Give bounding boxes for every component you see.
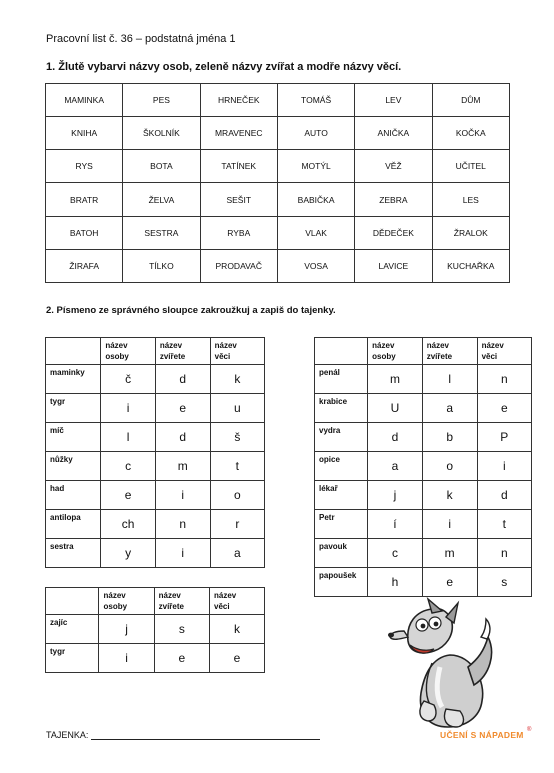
word-label: opice [315,452,368,481]
letter-option[interactable]: d [368,423,423,452]
letter-option[interactable]: m [368,365,423,394]
letter-option[interactable]: e [154,644,209,673]
column-header-veci [210,338,264,365]
word-grid-row [46,216,510,249]
letter-option[interactable]: a [368,452,423,481]
letter-option[interactable]: e [101,481,156,510]
word-cell[interactable]: RYBA [200,216,277,249]
column-header-line: název [159,341,183,350]
column-header-line: zvířete [159,352,186,361]
word-label: zajíc [46,615,99,644]
column-header-line: osoby [372,352,396,361]
letter-option[interactable]: m [155,452,210,481]
uceni-s-napadem-logo: UČENÍ S NÁPADEM [440,730,524,740]
word-label: lékař [315,481,368,510]
word-cell[interactable]: ZEBRA [355,183,432,216]
word-cell[interactable]: BRATR [46,183,123,216]
letter-option[interactable]: l [101,423,156,452]
table-row [46,481,265,510]
table-row [315,423,532,452]
word-label: penál [315,365,368,394]
letter-option[interactable]: í [368,510,423,539]
column-header-line: název [214,591,237,600]
word-cell[interactable]: HRNEČEK [200,84,277,117]
letter-table-right [314,337,532,597]
table-row [46,423,265,452]
header-row [46,588,265,615]
letter-option[interactable]: i [99,644,154,673]
column-header-line: věci [481,352,498,361]
header-row [46,338,265,365]
word-label: vydra [315,423,368,452]
letter-option[interactable]: i [155,481,210,510]
letter-option[interactable]: s [154,615,209,644]
table-row [46,394,265,423]
word-cell[interactable]: MAMINKA [46,84,123,117]
word-cell[interactable]: BABIČKA [277,183,354,216]
column-header-osoby [101,338,156,365]
word-cell[interactable]: VLAK [277,216,354,249]
letter-option[interactable]: e [422,568,477,597]
table-row [315,365,532,394]
word-cell[interactable]: DĚDEČEK [355,216,432,249]
word-cell[interactable]: SEŠIT [200,183,277,216]
word-cell[interactable]: MRAVENEC [200,117,277,150]
word-label: had [46,481,101,510]
word-label: Petr [315,510,368,539]
letter-option[interactable]: n [477,365,531,394]
word-grid-row [46,84,510,117]
page-title: Pracovní list č. 36 – podstatná jména 1 [46,33,236,45]
word-cell[interactable]: ŽELVA [123,183,200,216]
letter-option[interactable]: b [422,423,477,452]
word-cell[interactable]: BOTA [123,150,200,183]
letter-table-left-bottom [45,587,265,673]
column-header-osoby [99,588,154,615]
header-row [315,338,532,365]
letter-option[interactable]: a [422,394,477,423]
word-cell[interactable]: PRODAVAČ [200,249,277,282]
table-row [46,615,265,644]
letter-option[interactable]: d [155,365,210,394]
column-header-line: věci [214,352,231,361]
word-label: míč [46,423,101,452]
word-cell[interactable]: VĚŽ [355,150,432,183]
letter-option[interactable]: i [155,539,210,568]
word-grid [45,83,510,283]
table-row [315,568,532,597]
letter-option[interactable]: a [210,539,264,568]
word-cell[interactable]: ANIČKA [355,117,432,150]
letter-table-left-top [45,337,265,568]
column-header-line: osoby [105,352,129,361]
letter-option[interactable]: i [422,510,477,539]
letter-option[interactable]: r [210,510,264,539]
column-header-line: název [103,591,126,600]
word-grid-row [46,183,510,216]
letter-option[interactable]: y [101,539,156,568]
column-header-zvirete [154,588,209,615]
letter-option[interactable]: o [210,481,264,510]
word-cell[interactable]: LES [432,183,509,216]
word-cell[interactable]: LAVICE [355,249,432,282]
letter-option[interactable]: š [210,423,264,452]
column-header-line: název [105,341,128,350]
word-label: tygr [46,394,101,423]
task-1-instruction: 1. Žlutě vybarvi názvy osob, zeleně názvy zvířat a modře názvy věcí. [46,61,402,73]
letter-option[interactable]: i [101,394,156,423]
letter-option[interactable]: e [477,394,531,423]
letter-option[interactable]: m [422,539,477,568]
word-label: nůžky [46,452,101,481]
word-grid-row [46,249,510,282]
column-header-line: osoby [103,602,128,611]
letter-option[interactable]: t [477,510,531,539]
column-header-veci [477,338,531,365]
registered-mark: ® [527,727,532,733]
letter-option[interactable]: U [368,394,423,423]
letter-option[interactable]: t [210,452,264,481]
word-cell[interactable]: KUCHAŘKA [432,249,509,282]
table-row [315,510,532,539]
letter-option[interactable]: s [477,568,531,597]
letter-option[interactable]: k [210,615,265,644]
table-row [315,539,532,568]
word-cell[interactable]: VOSA [277,249,354,282]
word-grid-row [46,117,510,150]
letter-option[interactable]: u [210,394,264,423]
word-label: antilopa [46,510,101,539]
word-cell[interactable]: BATOH [46,216,123,249]
word-cell[interactable]: UČITEL [432,150,509,183]
table-row [46,365,265,394]
letter-option[interactable]: j [99,615,154,644]
word-cell[interactable]: TÍLKO [123,249,200,282]
word-cell[interactable]: ŠKOLNÍK [123,117,200,150]
letter-option[interactable]: n [155,510,210,539]
table-row [315,481,532,510]
word-cell[interactable]: LEV [355,84,432,117]
letter-option[interactable]: P [477,423,531,452]
word-cell[interactable]: ŽIRAFA [46,249,123,282]
header-blank-cell [46,588,99,615]
word-cell[interactable]: KOČKA [432,117,509,150]
word-cell[interactable]: RYS [46,150,123,183]
word-cell[interactable]: TOMÁŠ [277,84,354,117]
fox-illustration [388,597,496,732]
column-header-line: zvířete [426,352,453,361]
table-row [46,452,265,481]
word-label: papoušek [315,568,368,597]
letter-option[interactable]: d [477,481,531,510]
column-header-zvirete [155,338,210,365]
letter-option[interactable]: i [477,452,531,481]
word-grid-row [46,150,510,183]
tajenka-answer-line[interactable] [91,739,320,740]
column-header-veci [210,588,265,615]
column-header-osoby [368,338,423,365]
column-header-line: věci [214,602,230,611]
word-cell[interactable]: KNIHA [46,117,123,150]
word-cell[interactable]: AUTO [277,117,354,150]
tajenka-label: TAJENKA: [46,730,89,740]
task-2-instruction: 2. Písmeno ze správného sloupce zakroužkuj a zapiš do tajenky. [46,305,336,316]
word-label: tygr [46,644,99,673]
word-cell[interactable]: SESTRA [123,216,200,249]
header-blank-cell [315,338,368,365]
word-cell[interactable]: ŽRALOK [432,216,509,249]
table-row [46,510,265,539]
letter-option[interactable]: č [101,365,156,394]
letter-option[interactable]: e [210,644,265,673]
column-header-line: název [372,341,395,350]
word-cell[interactable]: DŮM [432,84,509,117]
letter-option[interactable]: ch [101,510,156,539]
word-cell[interactable]: TATÍNEK [200,150,277,183]
word-cell[interactable]: MOTÝL [277,150,354,183]
letter-option[interactable]: d [155,423,210,452]
table-row [46,644,265,673]
column-header-line: název [481,341,504,350]
table-row [315,452,532,481]
letter-option[interactable]: c [101,452,156,481]
column-header-line: název [158,591,181,600]
word-label: maminky [46,365,101,394]
column-header-line: název [426,341,449,350]
header-blank-cell [46,338,101,365]
letter-option[interactable]: j [368,481,423,510]
column-header-zvirete [422,338,477,365]
table-row [315,394,532,423]
letter-option[interactable]: e [155,394,210,423]
table-row [46,539,265,568]
letter-option[interactable]: k [210,365,264,394]
word-label: pavouk [315,539,368,568]
letter-option[interactable]: h [368,568,423,597]
word-label: sestra [46,539,101,568]
letter-option[interactable]: l [422,365,477,394]
word-cell[interactable]: PES [123,84,200,117]
column-header-line: zvířete [158,602,184,611]
letter-option[interactable]: o [422,452,477,481]
letter-option[interactable]: n [477,539,531,568]
column-header-line: název [214,341,237,350]
word-label: krabice [315,394,368,423]
letter-option[interactable]: k [422,481,477,510]
letter-option[interactable]: c [368,539,423,568]
